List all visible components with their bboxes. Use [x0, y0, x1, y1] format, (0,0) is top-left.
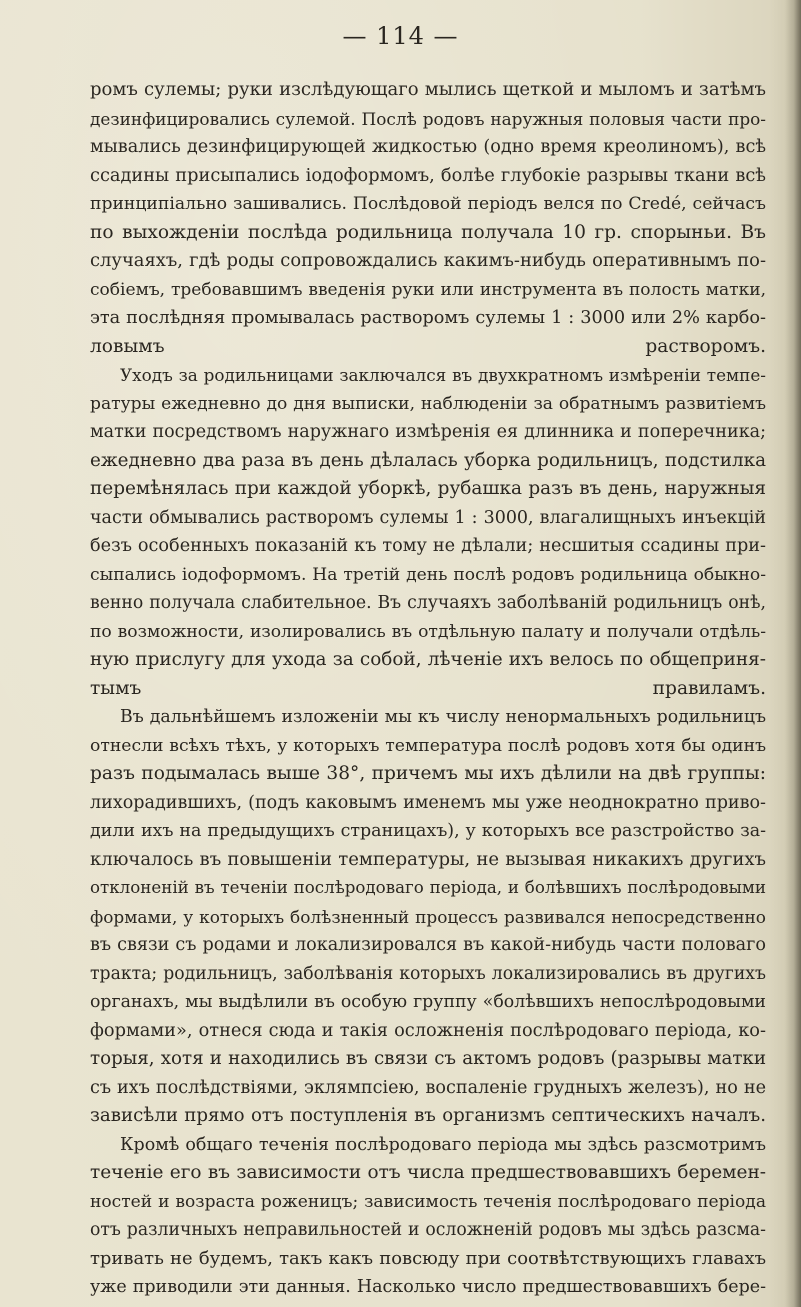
page-number: — 114 —: [342, 22, 459, 50]
text-line: торыя, хотя и находились въ связи съ актомъ родовъ (разрывы матки: [90, 1048, 766, 1069]
text-line: отъ различныхъ неправильностей и осложненій родовъ мы здѣсь разсма-: [90, 1220, 766, 1240]
text-line: по возможности, изолировались въ отдѣльную палату и получали отдѣль-: [90, 621, 766, 642]
page-edge-shadow: [785, 0, 801, 1307]
text-line: Въ дальнѣйшемъ изложеніи мы къ числу ненормальныхъ родильницъ: [120, 707, 766, 727]
text-line: ратуры ежедневно до дня выписки, наблюденіи за обратнымъ развитіемъ: [90, 393, 766, 414]
text-line: формами, у которыхъ болѣзненный процессъ развивался непосредственно: [90, 906, 766, 927]
text-line: ностей и возраста роженицъ; зависимость теченія послѣродоваго періода: [90, 1191, 766, 1212]
text-line: дезинфицировались сулемой. Послѣ родовъ наружныя половыя части про-: [90, 108, 766, 129]
text-line: эта послѣдняя промывалась растворомъ сулемы 1 : 3000 или 2% карбо-: [90, 308, 766, 328]
text-line: части обмывались растворомъ сулемы 1 : 3000, влагалищныхъ инъекцій: [90, 507, 766, 528]
text-line: въ связи съ родами и локализировался въ какой-нибудь части половаго: [90, 935, 766, 955]
body-text: [90, 76, 766, 1302]
text-line: сыпались іодоформомъ. На третій день послѣ родовъ родильница обыкно-: [90, 564, 766, 585]
text-line: ежедневно два раза въ день дѣлалась уборка родильницъ, подстилка: [90, 449, 766, 471]
text-line: формами», отнеся сюда и такія осложненія послѣродоваго періода, ко-: [90, 1020, 766, 1041]
text-line: собіемъ, требовавшимъ введенія руки или инструмента въ полость матки,: [90, 279, 766, 300]
text-line: дили ихъ на предыдущихъ страницахъ), у которыхъ все разстройство за-: [90, 821, 766, 841]
text-line: ную прислугу для ухода за собой, лѣченіе ихъ велось по общеприня-: [90, 649, 766, 670]
text-line: мывались дезинфицирующей жидкостью (одно время креолиномъ), всѣ: [90, 137, 766, 157]
text-line: перемѣнялась при каждой уборкѣ, рубашка разъ въ день, наружныя: [90, 478, 766, 499]
text-line: ромъ сулемы; руки изслѣдующаго мылись щеткой и мыломъ и затѣмъ: [90, 79, 766, 100]
text-line: тривать не будемъ, такъ какъ повсюду при соотвѣтствующихъ главахъ: [90, 1247, 766, 1269]
text-line: принципіально зашивались. Послѣдовой періодъ велся по Credé, сейчасъ: [90, 194, 766, 214]
text-line: отнесли всѣхъ тѣхъ, у которыхъ температура послѣ родовъ хотя бы одинъ: [90, 735, 766, 756]
text-line: съ ихъ послѣдствіями, эклямпсіею, воспаленіе грудныхъ железъ), но не: [90, 1077, 766, 1098]
text-line: случаяхъ, гдѣ роды сопровождались какимъ-нибудь оперативнымъ по-: [90, 250, 766, 271]
text-line: безъ особенныхъ показаній къ тому не дѣлали; несшитыя ссадины при-: [90, 536, 766, 556]
text-line: лихорадившихъ, (подъ каковымъ именемъ мы уже неоднократно приво-: [90, 792, 766, 813]
text-line: органахъ, мы выдѣлили въ особую группу «болѣвшихъ непослѣродовыми: [90, 992, 766, 1012]
text-line: уже приводили эти данныя. Насколько число предшествовавшихъ бере-: [90, 1277, 766, 1297]
text-line: ловымъ растворомъ.: [90, 335, 766, 357]
text-line: по выхожденіи послѣда родильница получала 10 гр. спорыньи. Въ: [90, 221, 766, 243]
text-line: Кромѣ общаго теченія послѣродоваго періода мы здѣсь разсмотримъ: [120, 1134, 766, 1155]
text-line: теченіе его въ зависимости отъ числа предшествовавшихъ беремен-: [90, 1162, 766, 1183]
text-line: отклоненій въ теченіи послѣродоваго періода, и болѣвшихъ послѣродовыми: [90, 878, 766, 897]
text-line: венно получала слабительное. Въ случаяхъ заболѣваній родильницъ онѣ,: [90, 593, 766, 613]
text-line: Уходъ за родильницами заключался въ двухкратномъ измѣреніи темпе-: [120, 365, 766, 385]
text-line: тракта; родильницъ, заболѣванія которыхъ локализировались въ другихъ: [90, 963, 766, 984]
text-line: матки посредствомъ наружнаго измѣренія ея длинника и поперечника;: [90, 422, 766, 442]
text-line: ключалось въ повышеніи температуры, не вызывая никакихъ другихъ: [90, 848, 766, 870]
text-line: зависѣли прямо отъ поступленія въ организмъ септическихъ началъ.: [90, 1105, 766, 1126]
text-line: разъ подымалась выше 38°, причемъ мы ихъ дѣлили на двѣ группы:: [90, 763, 766, 784]
text-line: ссадины присыпались іодоформомъ, болѣе глубокіе разрывы ткани всѣ: [90, 165, 766, 186]
text-line: тымъ правиламъ.: [90, 677, 766, 699]
